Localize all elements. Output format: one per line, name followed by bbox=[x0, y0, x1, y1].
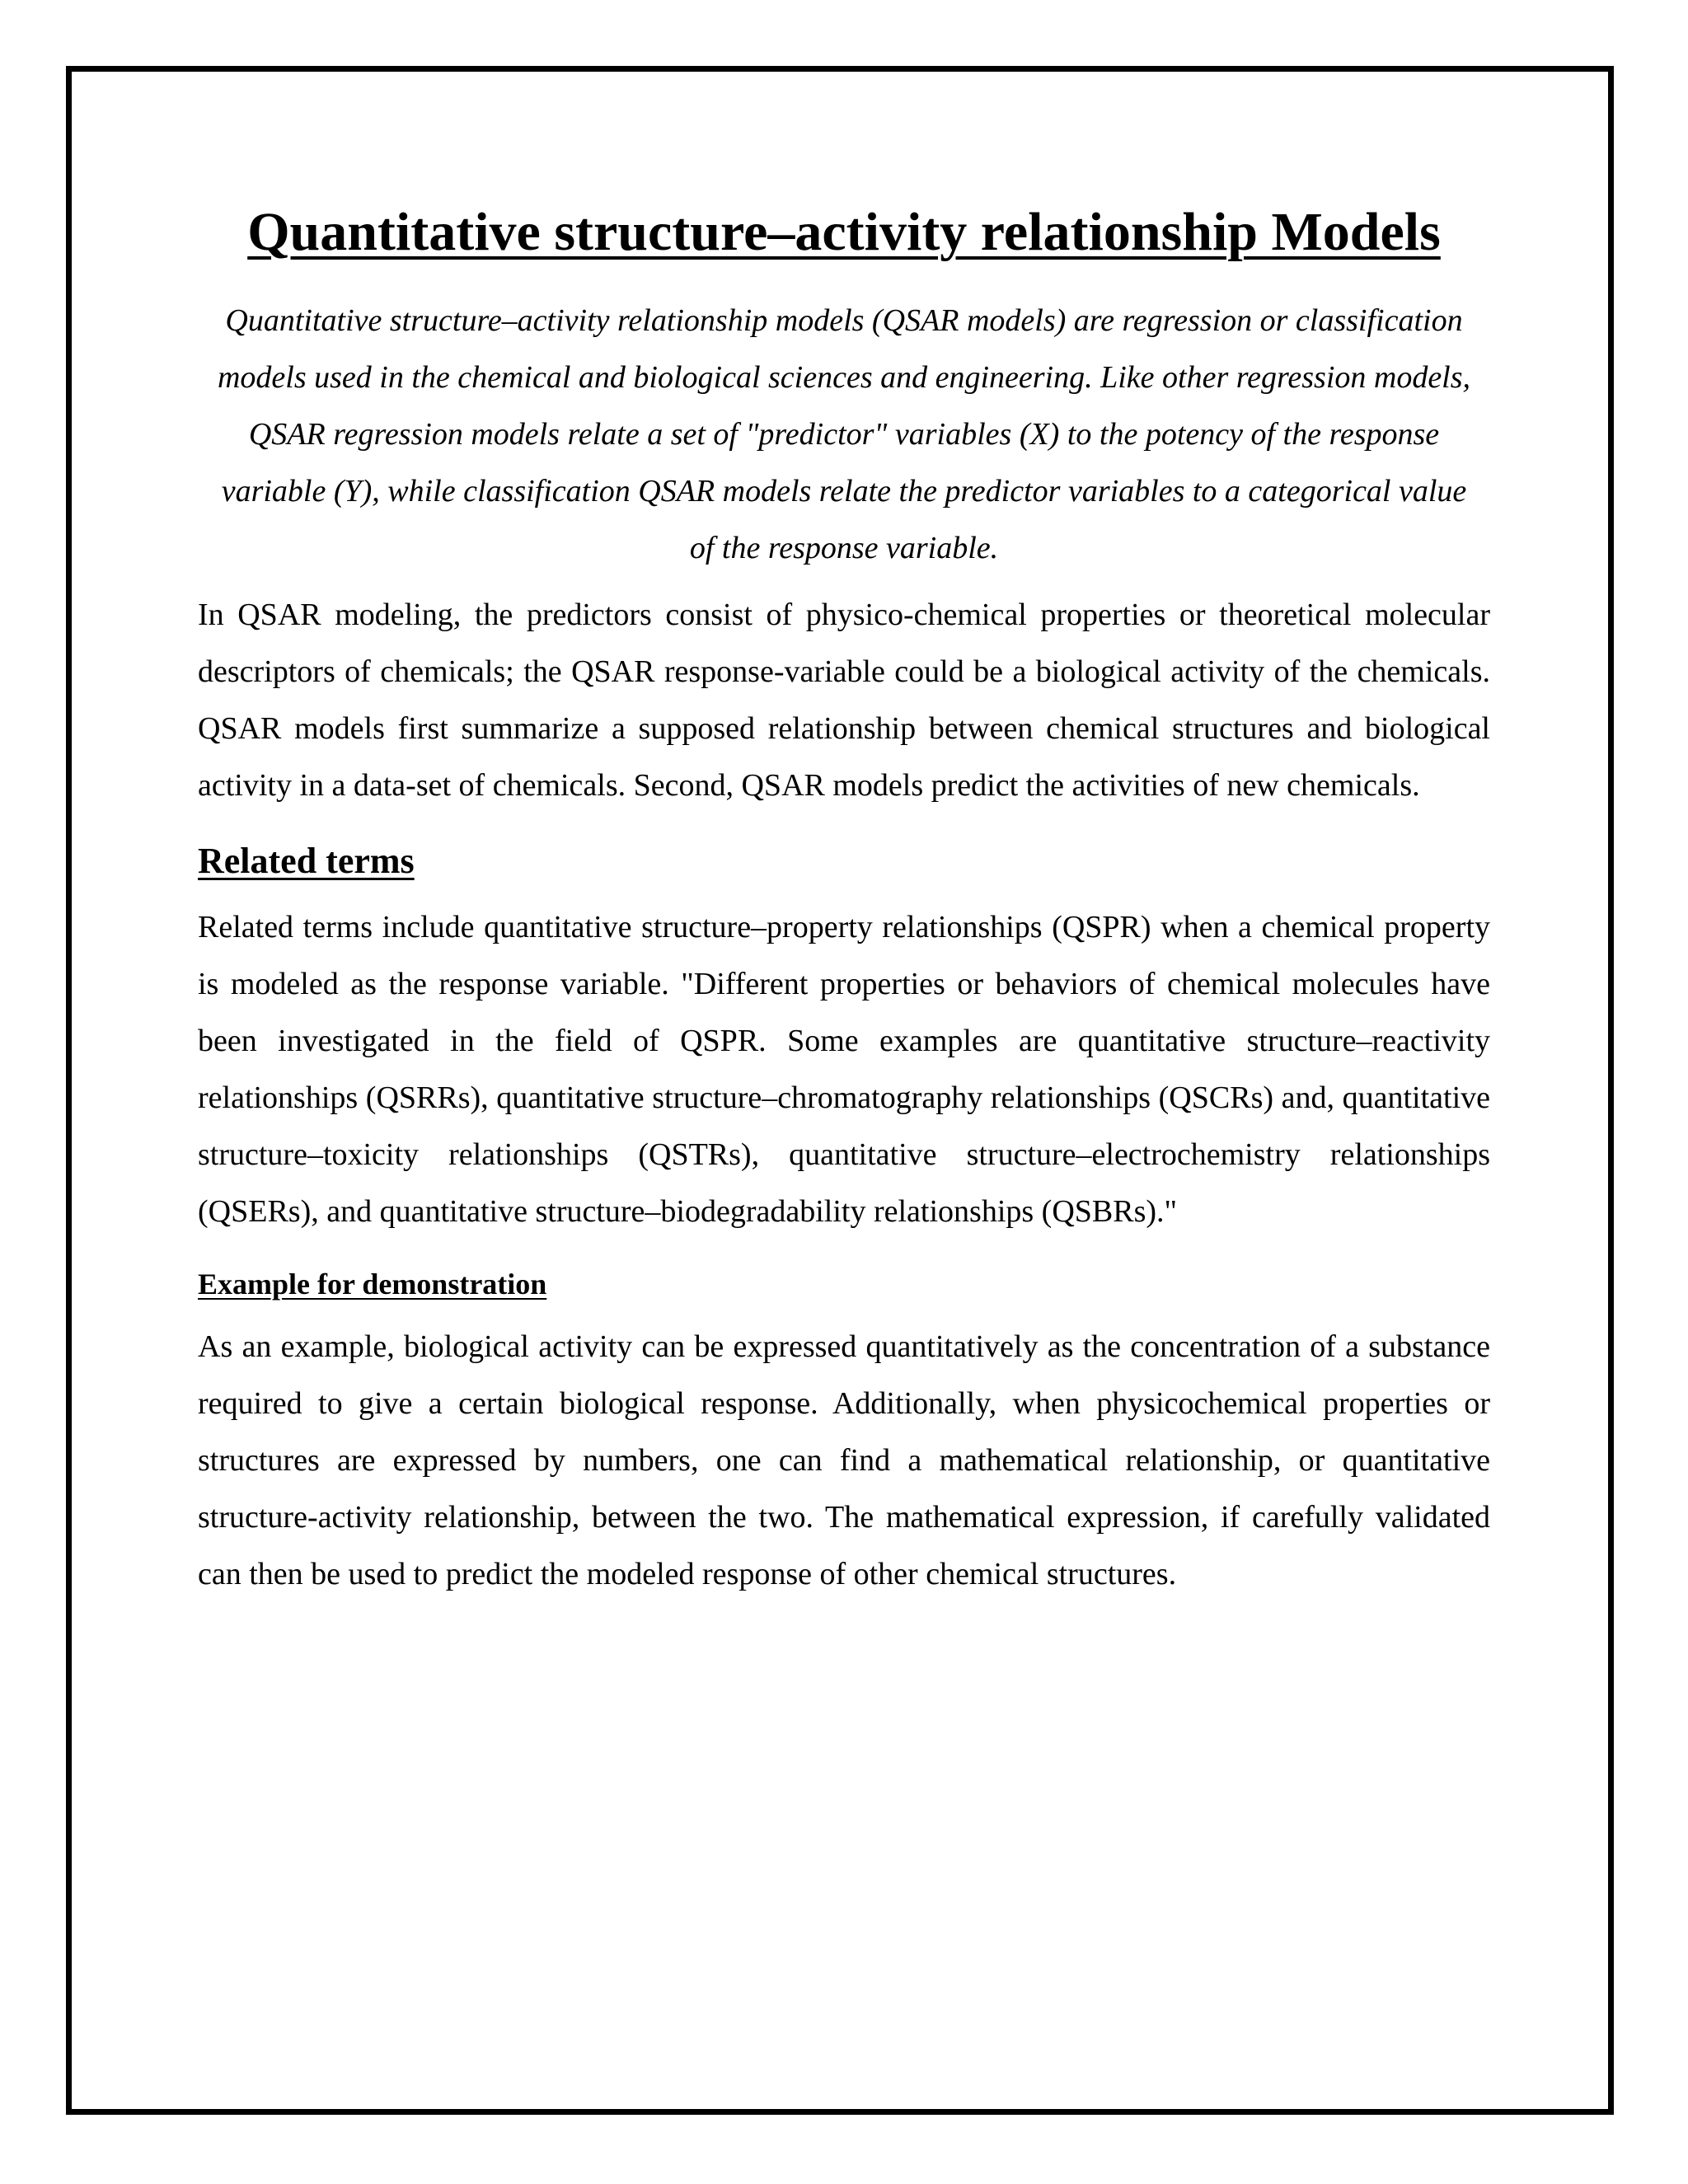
related-terms-heading: Related terms bbox=[198, 841, 415, 882]
example-heading: Example for demonstration bbox=[198, 1268, 547, 1301]
document-body bbox=[198, 181, 1490, 1603]
abstract-paragraph: Quantitative structure–activity relationship models (QSAR models) are regression or classification models used in the chemical and biological sciences and engineering. Like other regression models, QSAR regression models relate a set of "predictor" variables (X) to the potency of the response variable (Y), while classification QSAR models relate the predictor variables to a categorical value of the response variable. bbox=[217, 303, 1471, 566]
document-title: Quantitative structure–activity relationship Models bbox=[247, 202, 1441, 262]
example-paragraph: As an example, biological activity can be expressed quantitatively as the concentration of a substance required to give a certain biological response. Additionally, when physicochemical properties or structures are expressed by numbers, one can find a mathematical relationship, or quantitative structure-activity relationship, between the two. The mathematical expression, if carefully validated can then be used to predict the modeled response of other chemical structures. bbox=[198, 1329, 1490, 1592]
intro-paragraph: In QSAR modeling, the predictors consist of physico-chemical properties or theoretical molecular descriptors of chemicals; the QSAR response-variable could be a biological activity of the chemicals. QSAR models first summarize a supposed relationship between chemical structures and biological activity in a data-set of chemicals. Second, QSAR models predict the activities of new chemicals. bbox=[198, 598, 1490, 804]
related-terms-paragraph: Related terms include quantitative structure–property relationships (QSPR) when a chemical property is modeled as the response variable. "Different properties or behaviors of chemical molecules have been investigated in the field of QSPR. Some examples are quantitative structure–reactivity relationships (QSRRs), quantitative structure–chromatography relationships (QSCRs) and, quantitative structure–toxicity relationships (QSTRs), quantitative structure–electrochemistry relationships (QSERs), and quantitative structure–biodegradability relationships (QSBRs)." bbox=[198, 910, 1490, 1230]
